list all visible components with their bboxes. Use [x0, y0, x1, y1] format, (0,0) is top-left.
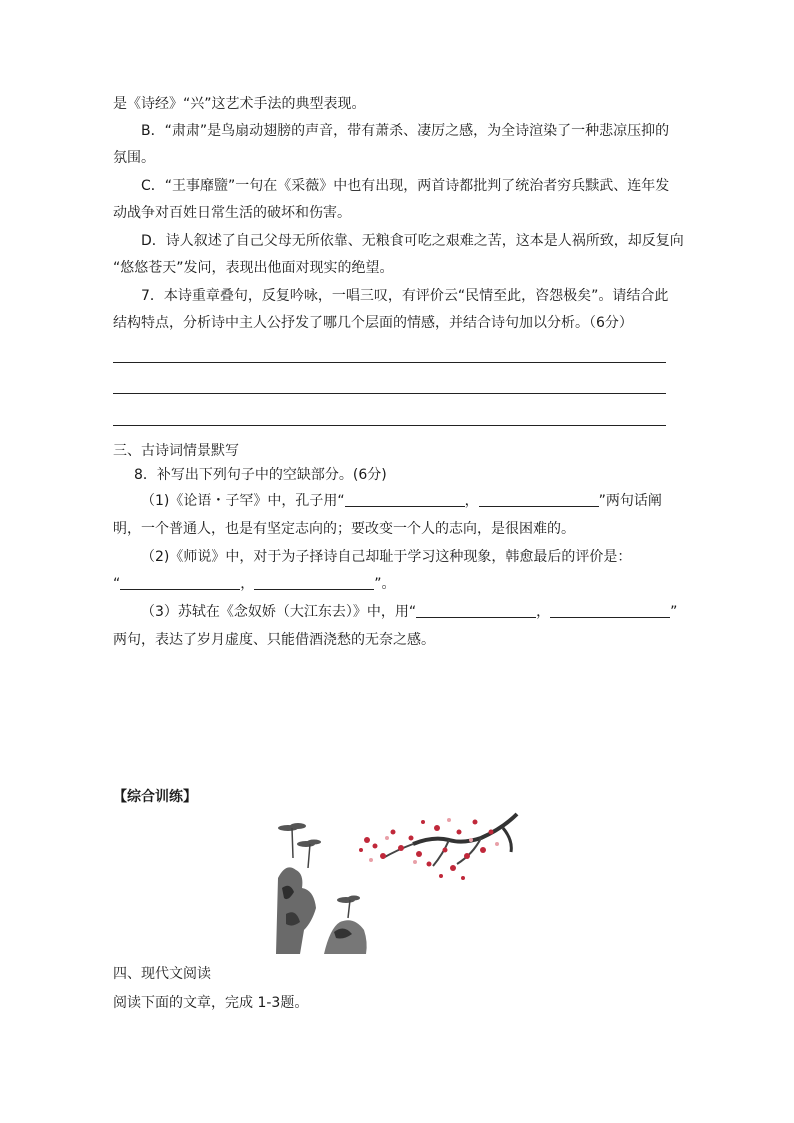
option-b-line1: B．“肃肃”是鸟扇动翅膀的声音，带有萧杀、凄厉之感，为全诗渲染了一种悲凉压抑的 — [141, 123, 670, 139]
question-7-line2: 结构特点，分析诗中主人公抒发了哪几个层面的情感，并结合诗句加以分析。（6分） — [113, 315, 633, 331]
item-1-prefix: （1)《论语・子罕》中，孔子用“ — [141, 493, 345, 509]
section-3-heading: 三、古诗词情景默写 — [113, 443, 239, 459]
item-3-prefix: （3）苏轼在《念奴娇（大江东去）》中，用“ — [141, 604, 417, 620]
item-3-comma: ， — [536, 604, 551, 620]
plum-blossom-image — [353, 810, 519, 890]
item-1-line1 — [141, 491, 662, 511]
item-1-line2: 明，一个普通人，也是有坚定志向的；要改变一个人的志向，是很困难的。 — [113, 521, 575, 537]
option-b-line2: 氛围。 — [113, 150, 155, 166]
training-title: 【综合训练】 — [113, 789, 197, 805]
blank-3b[interactable] — [550, 603, 670, 618]
item-3-close-quote: ” — [670, 604, 678, 620]
option-a-tail: 是《诗经》“兴”这艺术手法的典型表现。 — [113, 96, 366, 112]
blank-3a[interactable] — [416, 603, 536, 618]
item-2-comma: ， — [240, 576, 255, 592]
answer-line-2[interactable] — [113, 393, 666, 394]
item-2-end: ”。 — [374, 576, 396, 592]
item-1-comma: ， — [464, 493, 479, 509]
blank-2b[interactable] — [254, 575, 374, 590]
section-4-heading: 四、现代文阅读 — [113, 966, 211, 982]
item-1-suffix: ”两句话阐 — [598, 493, 662, 509]
option-c-line1: C．“王事靡盬”一句在《采薇》中也有出现，两首诗都批判了统治者穷兵黩武、连年发 — [141, 178, 670, 194]
option-d-line1: D．诗人叙述了自己父母无所依靠、无粮食可吃之艰难之苦，这本是人祸所致，却反复向 — [141, 233, 684, 249]
blank-1b[interactable] — [479, 492, 599, 507]
blank-2a[interactable] — [120, 575, 240, 590]
question-7-line1: 7．本诗重章叠句，反复吟咏，一唱三叹，有评价云“民情至此，咨怨极矣”。请结合此 — [141, 288, 669, 304]
item-2-line1: （2)《师说》中，对于为子择诗自己却耻于学习这种现象，韩愈最后的评价是： — [141, 549, 632, 565]
question-8: 8．补写出下列句子中的空缺部分。(6分) — [134, 467, 387, 483]
item-2-line2 — [113, 574, 396, 594]
answer-line-3[interactable] — [113, 425, 666, 426]
item-3-line2: 两句，表达了岁月虚度、只能借酒浇愁的无奈之感。 — [113, 632, 435, 648]
reading-instruction: 阅读下面的文章，完成 1-3题。 — [113, 995, 309, 1011]
option-d-line2: “悠悠苍天”发问，表现出他面对现实的绝望。 — [113, 260, 394, 276]
item-2-open-quote: “ — [113, 576, 121, 592]
item-3-line1 — [141, 602, 677, 622]
option-c-line2: 动战争对百姓日常生活的破坏和伤害。 — [113, 205, 351, 221]
answer-line-1[interactable] — [113, 362, 666, 363]
blank-1a[interactable] — [345, 492, 465, 507]
